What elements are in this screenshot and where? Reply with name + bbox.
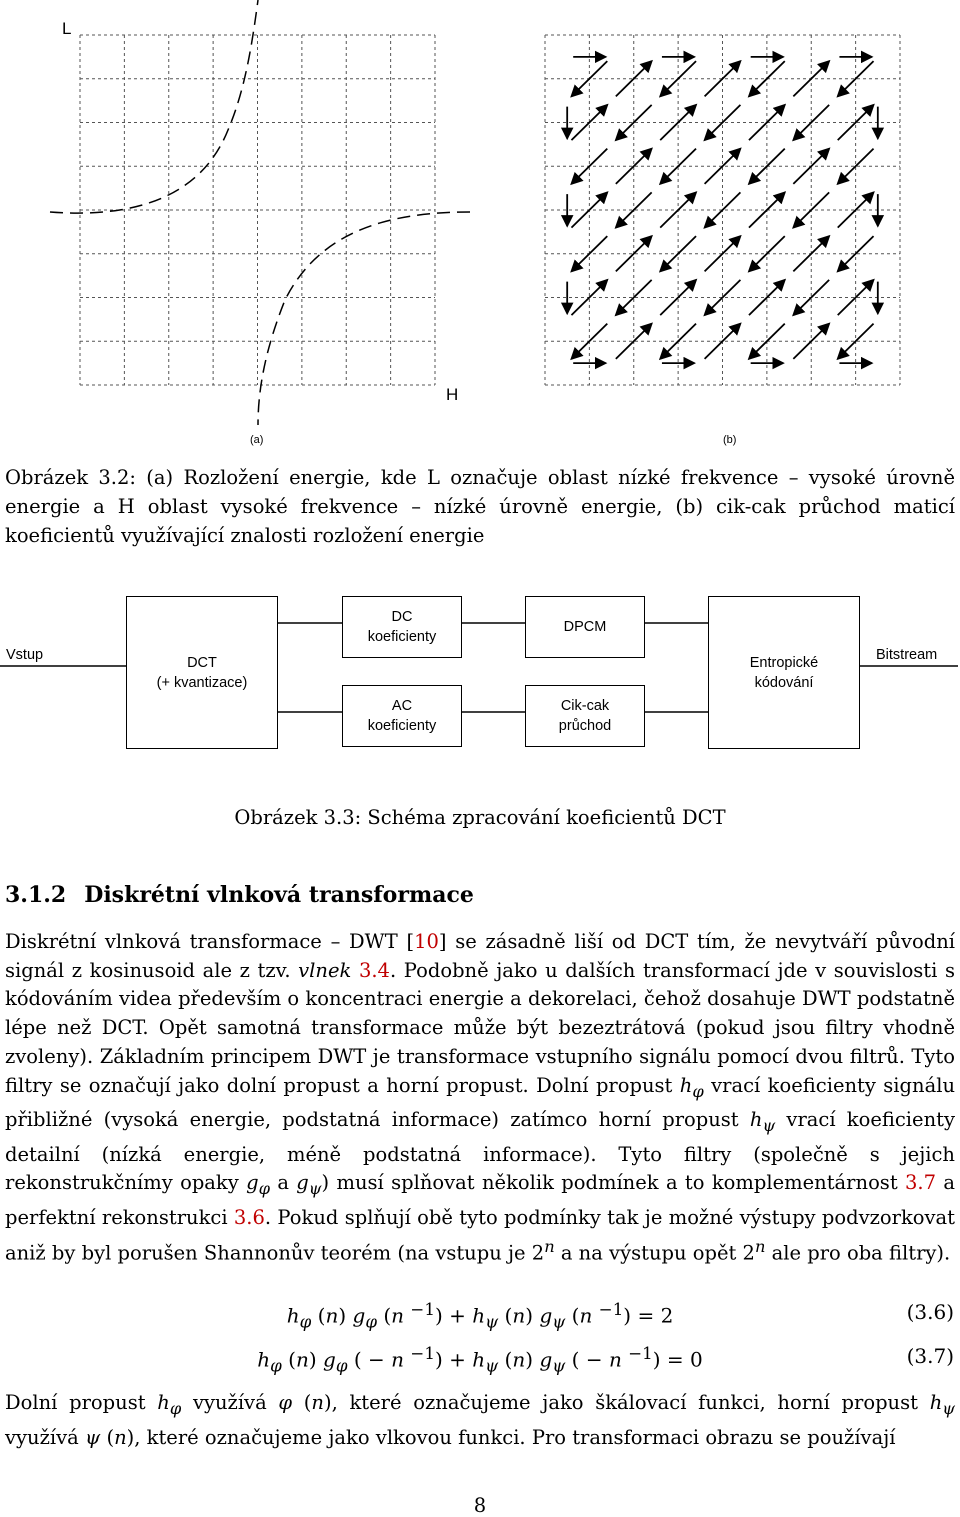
text-run: . Podobně jako u dalších transformací jde v souvislosti s kódováním videa především o koncentraci energie a dekorelaci, čehož dosahuje DWT podstatně lépe než DCT. Opět samotná transformace může být bezeztrátová (pokud jsou filtry vhodně zvoleny). Základním principem DWT je transformace vstupního signálu pomocí dvou filtrů. Tyto filtry se označují jako dolní propust a horní propust. Dolní propust <box>5 958 956 1097</box>
dct-processing-diagram <box>0 585 960 765</box>
paragraph-filters: Dolní propust $h_\varphi$ využívá φ (n), které označujeme jako škálovací funkci, horní propust $h_\psi$ využívá ψ (n), které označujeme jako vlkovou funkci. Pro transformaci obrazu se používají <box>5 1391 955 1449</box>
sublabel-a: (a) <box>250 434 264 446</box>
zigzag-box <box>525 685 645 747</box>
zigzag-sublabel: průchod <box>558 718 612 734</box>
text-run: , které označujeme jako vlkovou funkci. Pro transformaci obrazu se používají <box>134 1425 896 1449</box>
zigzag-step-arrow <box>616 105 652 140</box>
figure-ref-link[interactable]: 3.4 <box>358 958 390 982</box>
output-label: Bitstream <box>876 647 938 663</box>
equation-number: (3.7) <box>906 1344 954 1368</box>
figure-3-2-caption: Obrázek 3.2: (a) Rozložení energie, kde L označuje oblast nízké frekvence – vysoké úrovně energie a H oblast vysoké frekvence – nízké úrovně energie, (b) cik-cak průchod maticí koeficientů využívající znalosti rozložení energie <box>5 466 955 547</box>
equation-ref-link[interactable]: 3.7 <box>905 1171 937 1195</box>
ac-sublabel: koeficienty <box>367 718 437 734</box>
text-run: , které označujeme jako škálovací funkci, horní propust <box>331 1391 930 1414</box>
dc-sublabel: koeficienty <box>367 629 437 645</box>
equation-3-7 <box>0 1344 960 1378</box>
text-run: využívá <box>5 1425 85 1449</box>
energy-boundary-curves <box>50 0 470 425</box>
dct-box <box>126 596 278 749</box>
energy-distribution-grid <box>80 35 435 385</box>
dct-sublabel: (+ kvantizace) <box>156 674 248 691</box>
sublabel-b: (b) <box>723 434 737 446</box>
text-run: ) musí splňovat několik podmínek a to komplementárnost <box>321 1171 905 1195</box>
text-run: ] se zásadně liší od DCT tím, že nevytváří původní signál z kosinusoid ale z tzv. <box>5 930 956 982</box>
text-run: vrací koeficienty signálu přibližné (vysoká energie, podstatná informace) zatímco horní propust <box>5 1073 956 1132</box>
paragraph-dwt-intro: Diskrétní vlnková transformace – DWT [10] se zásadně liší od DCT tím, že nevytváří původní signál z kosinusoid ale z tzv. vlnek 3.4. Podobně jako u dalších transformací jde v souvislosti s kódováním videa především o koncentraci energie a dekorelaci, čehož dosahuje DWT podstatně lépe než DCT. Opět samotná transformace může být bezeztrátová (pokud jsou filtry vhodně zvoleny). Základním principem DWT je transformace vstupního signálu pomocí dvou filtrů. Tyto filtry se označují jako dolní propust a horní propust. Dolní propust $h_\varphi$ vrací koeficienty signálu přibližné (vysoká energie, podstatná informace) zatímco horní propust $h_\psi$ vrací koeficienty detailní (nízká energie, méně podstatná informace). Tyto filtry (společně s jejich rekonstrukčnímy opaky $g_\varphi$ a $g_\psi$) musí splňovat několik podmínek a to komplementárnost 3.7 a perfektní rekonstrukci 3.6. Pokud splňují obě tyto podmínky tak je možné výstupy podvzorkovat aniž by byl porušen Shannonův teorém (na vstupu je 2$^n$ a na výstupu opět 2$^n$ ale pro oba filtry). <box>5 930 956 1265</box>
text-run: a perfektní rekonstrukci <box>5 1171 955 1229</box>
section-heading <box>5 882 474 908</box>
ac-coefficients-box <box>342 685 462 747</box>
zigzag-step-arrow <box>616 280 652 315</box>
low-freq-boundary <box>50 0 258 213</box>
zigzag-label: Cik-cak <box>560 698 610 714</box>
text-run: ale pro oba filtry). <box>765 1241 951 1265</box>
equation-ref-link[interactable]: 3.6 <box>233 1206 265 1229</box>
ac-label: AC <box>391 698 413 714</box>
zigzag-step-arrow <box>838 105 874 140</box>
high-freq-boundary <box>258 212 470 425</box>
zigzag-step-arrow <box>838 149 874 184</box>
text-run: a na výstupu opět 2 <box>554 1241 755 1265</box>
label-H: H <box>446 385 459 404</box>
section-number: 3.1.2 <box>5 882 67 908</box>
citation-link[interactable]: 10 <box>414 930 439 953</box>
dc-coefficients-box <box>342 596 462 658</box>
text-run: vrací koeficienty detailní (nízká energie, méně podstatná informace). Tyto filtry (společně s jejich rekonstrukčnímy opaky <box>5 1108 955 1195</box>
text-run <box>351 959 359 982</box>
dpcm-label: DPCM <box>563 619 607 635</box>
figure-3-3-caption: Obrázek 3.3: Schéma zpracování koeficientů DCT <box>234 806 726 829</box>
text-run: Dolní propust <box>5 1391 158 1414</box>
equation-number: (3.6) <box>906 1300 954 1324</box>
entropy-sublabel: kódování <box>754 674 814 691</box>
dpcm-box <box>525 596 645 658</box>
text-run: a <box>269 1171 297 1195</box>
dct-label: DCT <box>187 654 217 671</box>
entropy-coding-box <box>708 596 860 749</box>
section-title: Diskrétní vlnková transformace <box>84 882 474 908</box>
page-number: 8 <box>473 1494 487 1517</box>
label-L: L <box>62 19 72 38</box>
equation-body: $h_\varphi$ (n) $g_\varphi$ ( − n $^{-1}) + h_\psi$ (n) $g_\psi$ ( − n $^{-1}$) = 0 <box>257 1344 703 1376</box>
equation-3-6 <box>0 1300 960 1334</box>
text-run: využívá <box>181 1391 279 1414</box>
text-run: . Pokud splňují obě tyto podmínky tak je možné výstupy podvzorkovat aniž by byl porušen Shannonův teorém (na vstupu je 2 <box>5 1206 955 1265</box>
energy-and-zigzag-figure <box>0 0 960 460</box>
emphasized-term: vlnek <box>298 958 352 982</box>
text-run: Diskrétní vlnková transformace – DWT [ <box>5 930 415 953</box>
dc-label: DC <box>391 609 413 625</box>
zigzag-step-arrow <box>838 280 874 315</box>
entropy-label: Entropické <box>749 654 819 671</box>
input-label: Vstup <box>6 647 44 663</box>
equation-body: $h_\varphi$ (n) $g_\varphi$ (n $^{-1}) + h_\psi$ (n) $g_\psi$ (n $^{-1}$) = 2 <box>286 1300 674 1332</box>
zigzag-step-arrow <box>616 149 652 184</box>
